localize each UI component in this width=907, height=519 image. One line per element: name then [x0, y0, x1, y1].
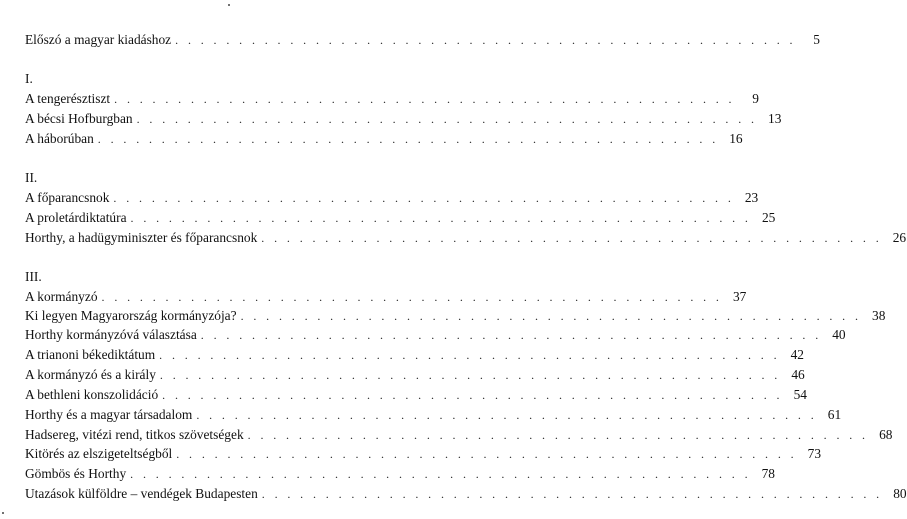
- section-heading-1: I.: [25, 71, 33, 86]
- toc-entry-title: A háborúban: [25, 131, 94, 146]
- dot-leader: . . . . . . . . . . . . . . . . . . . . . . . . . . . . . . . . . . . . . . . . . . . . . . . . .: [136, 112, 758, 126]
- toc-entry[interactable]: [25, 425, 893, 445]
- dot-leader: . . . . . . . . . . . . . . . . . . . . . . . . . . . . . . . . . . . . . . . . . . . . . . . . .: [113, 191, 735, 205]
- toc-entry-preface[interactable]: [25, 30, 820, 50]
- toc-entry-page: 61: [827, 407, 842, 422]
- toc-entry[interactable]: [25, 444, 822, 464]
- dot-leader: . . . . . . . . . . . . . . . . . . . . . . . . . . . . . . . . . . . . . . . . . . . . . . . . .: [200, 328, 822, 342]
- toc-entry[interactable]: [25, 484, 907, 504]
- toc-entry-page: 26: [892, 230, 907, 245]
- toc-entry-page: 38: [872, 308, 886, 323]
- toc-entry-page: 46: [791, 367, 805, 382]
- toc-entry-title: A proletárdiktatúra: [25, 210, 127, 225]
- toc-entry[interactable]: [25, 188, 759, 208]
- toc-entry-title: A kormányzó: [25, 289, 98, 304]
- dot-leader: . . . . . . . . . . . . . . . . . . . . . . . . . . . . . . . . . . . . . . . . . . . . . . . . .: [101, 290, 723, 304]
- dot-leader: . . . . . . . . . . . . . . . . . . . . . . . . . . . . . . . . . . . . . . . . . . . . . . . . .: [247, 428, 869, 442]
- toc-entry-title: A bécsi Hofburgban: [25, 111, 133, 126]
- toc-entry[interactable]: [25, 228, 907, 248]
- toc-entry-page: 25: [761, 210, 776, 225]
- toc-entry-title: Horthy kormányzóvá választása: [25, 327, 197, 342]
- section-heading-3: III.: [25, 269, 42, 284]
- toc-entry-page: 9: [752, 91, 759, 106]
- toc-entry-title: Kitörés az elszigeteltségből: [25, 446, 173, 461]
- toc-entry-title: A kormányzó és a király: [25, 367, 156, 382]
- toc-entry-title: Horthy, a hadügyminiszter és főparancsnok: [25, 230, 258, 245]
- toc-entry-title: A főparancsnok: [25, 190, 110, 205]
- print-speck: [2, 512, 4, 514]
- dot-leader: . . . . . . . . . . . . . . . . . . . . . . . . . . . . . . . . . . . . . . . . . . . . . . . . .: [159, 348, 780, 362]
- toc-entry-title: A tengerésztiszt: [25, 91, 111, 106]
- print-speck: [228, 4, 230, 6]
- toc-entry[interactable]: [25, 365, 805, 385]
- toc-entry-page: 23: [744, 190, 759, 205]
- toc-entry-page: 37: [732, 289, 747, 304]
- toc-entry-page: 5: [813, 32, 820, 47]
- toc-entry[interactable]: [25, 287, 747, 307]
- dot-leader: . . . . . . . . . . . . . . . . . . . . . . . . . . . . . . . . . . . . . . . . . . . . . . . . .: [261, 231, 883, 245]
- toc-entry-page: 13: [768, 111, 782, 126]
- toc-entry-page: 42: [790, 347, 804, 362]
- toc-entry[interactable]: [25, 464, 775, 484]
- toc-entry[interactable]: [25, 306, 886, 326]
- toc-entry-title: A bethleni konszolidáció: [25, 387, 159, 402]
- dot-leader: . . . . . . . . . . . . . . . . . . . . . . . . . . . . . . . . . . . . . . . . . . . . . . . . .: [114, 92, 735, 106]
- dot-leader: . . . . . . . . . . . . . . . . . . . . . . . . . . . . . . . . . . . . . . . . . . . . . . . . .: [196, 408, 818, 422]
- toc-entry-title: Előszó a magyar kiadáshoz: [25, 32, 172, 47]
- toc-entry-title: A trianoni békediktátum: [25, 347, 156, 362]
- dot-leader: . . . . . . . . . . . . . . . . . . . . . . . . . . . . . . . . . . . . . . . . . . . . . . . . .: [97, 132, 719, 146]
- toc-entry[interactable]: [25, 89, 759, 109]
- toc-entry[interactable]: [25, 345, 804, 365]
- toc-entry-page: 80: [893, 486, 907, 501]
- dot-leader: . . . . . . . . . . . . . . . . . . . . . . . . . . . . . . . . . . . . . . . . . . . . . . . . .: [162, 388, 783, 402]
- dot-leader: . . . . . . . . . . . . . . . . . . . . . . . . . . . . . . . . . . . . . . . . . . . . . . . . .: [159, 368, 781, 382]
- dot-leader: . . . . . . . . . . . . . . . . . . . . . . . . . . . . . . . . . . . . . . . . . . . . . . . . .: [240, 309, 862, 323]
- toc-entry-title: Gömbös és Horthy: [25, 466, 127, 481]
- toc-entry[interactable]: [25, 385, 807, 405]
- dot-leader: . . . . . . . . . . . . . . . . . . . . . . . . . . . . . . . . . . . . . . . . . . . . . . . . .: [176, 447, 798, 461]
- toc-entry[interactable]: [25, 109, 782, 129]
- toc-entry-page: 16: [729, 131, 743, 146]
- dot-leader: . . . . . . . . . . . . . . . . . . . . . . . . . . . . . . . . . . . . . . . . . . . . . . . . .: [130, 211, 752, 225]
- toc-entry[interactable]: [25, 129, 743, 149]
- dot-leader: . . . . . . . . . . . . . . . . . . . . . . . . . . . . . . . . . . . . . . . . . . . . . . . . .: [175, 33, 796, 47]
- toc-entry[interactable]: [25, 208, 776, 228]
- toc-entry-page: 40: [832, 327, 846, 342]
- toc-entry[interactable]: [25, 325, 846, 345]
- toc-entry-page: 78: [761, 466, 775, 481]
- toc-entry-title: Ki legyen Magyarország kormányzója?: [25, 308, 237, 323]
- toc-entry-page: 68: [879, 427, 893, 442]
- toc-entry-title: Utazások külföldre – vendégek Budapesten: [25, 486, 258, 501]
- dot-leader: . . . . . . . . . . . . . . . . . . . . . . . . . . . . . . . . . . . . . . . . . . . . . . . . .: [130, 467, 751, 481]
- dot-leader: . . . . . . . . . . . . . . . . . . . . . . . . . . . . . . . . . . . . . . . . . . . . . . . . .: [261, 487, 883, 501]
- toc-entry-page: 73: [807, 446, 822, 461]
- toc-entry[interactable]: [25, 405, 842, 425]
- toc-entry-page: 54: [793, 387, 807, 402]
- toc-entry-title: Horthy és a magyar társadalom: [25, 407, 193, 422]
- toc-entry-title: Hadsereg, vitézi rend, titkos szövetségek: [25, 427, 244, 442]
- section-heading-2: II.: [25, 170, 38, 185]
